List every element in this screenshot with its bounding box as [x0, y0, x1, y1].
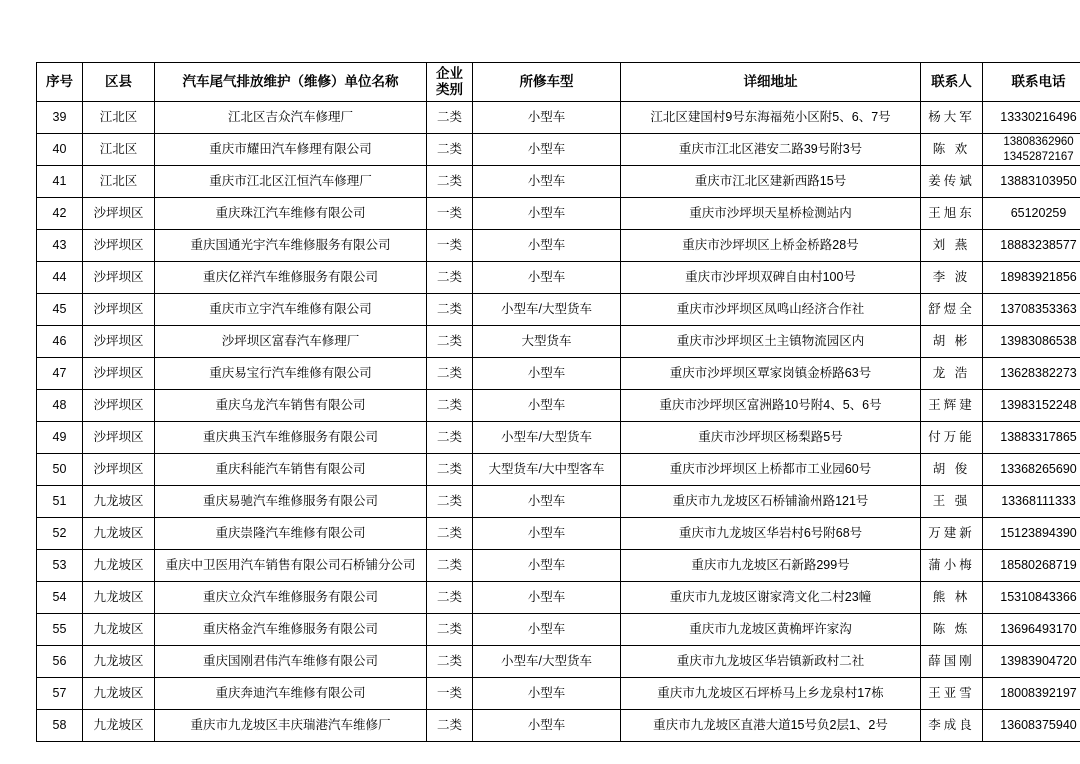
cell-address: 重庆市沙坪坝区覃家岗镇金桥路63号 [621, 358, 921, 390]
column-header-vehicle-type: 所修车型 [473, 63, 621, 102]
cell-category: 一类 [427, 230, 473, 262]
cell-district: 江北区 [83, 134, 155, 166]
cell-phone [983, 646, 1080, 678]
cell-phone [983, 326, 1080, 358]
phone-number: 65120259 [1010, 206, 1067, 221]
cell-category: 二类 [427, 454, 473, 486]
cell-contact: 王辉建 [921, 390, 983, 422]
cell-address: 重庆市沙坪坝区上桥都市工业园60号 [621, 454, 921, 486]
cell-phone [983, 454, 1080, 486]
cell-unit-name: 重庆立众汽车维修服务有限公司 [155, 582, 427, 614]
cell-category: 二类 [427, 390, 473, 422]
cell-category: 二类 [427, 422, 473, 454]
cell-address: 重庆市九龙坡区华岩镇新政村二社 [621, 646, 921, 678]
phone-number: 13628382273 [1000, 366, 1077, 381]
cell-address: 重庆市沙坪坝区杨梨路5号 [621, 422, 921, 454]
cell-vehicle-type: 小型车 [473, 486, 621, 518]
vehicle-emission-repair-units-table [36, 62, 1080, 742]
cell-phone [983, 294, 1080, 326]
cell-phone [983, 102, 1080, 134]
table-header [37, 63, 1080, 102]
cell-contact: 陈 欢 [921, 134, 983, 166]
cell-district: 沙坪坝区 [83, 198, 155, 230]
phone-number: 13983152248 [1000, 398, 1077, 413]
cell-no: 52 [37, 518, 83, 550]
cell-vehicle-type: 小型车 [473, 518, 621, 550]
phone-number: 13330216496 [1000, 110, 1077, 125]
cell-no: 58 [37, 710, 83, 742]
cell-no: 40 [37, 134, 83, 166]
table-row [37, 678, 1080, 710]
cell-vehicle-type: 小型车/大型货车 [473, 294, 621, 326]
cell-phone [983, 422, 1080, 454]
cell-unit-name: 重庆市耀田汽车修理有限公司 [155, 134, 427, 166]
cell-vehicle-type: 小型车 [473, 262, 621, 294]
cell-phone [983, 614, 1080, 646]
cell-contact: 王 强 [921, 486, 983, 518]
phone-number: 13452872167 [1003, 150, 1074, 163]
cell-district: 沙坪坝区 [83, 262, 155, 294]
cell-no: 51 [37, 486, 83, 518]
cell-category: 二类 [427, 326, 473, 358]
column-header-contact: 联系人 [921, 63, 983, 102]
cell-contact: 姜传斌 [921, 166, 983, 198]
cell-category: 二类 [427, 294, 473, 326]
cell-unit-name: 重庆市江北区江恒汽车修理厂 [155, 166, 427, 198]
cell-address: 重庆市九龙坡区石坪桥马上乡龙泉村17栋 [621, 678, 921, 710]
column-header-name: 汽车尾气排放维护（维修）单位名称 [155, 63, 427, 102]
phone-number: 18008392197 [1000, 686, 1077, 701]
table-row [37, 422, 1080, 454]
cell-no: 48 [37, 390, 83, 422]
cell-no: 39 [37, 102, 83, 134]
cell-category: 二类 [427, 710, 473, 742]
cell-district: 沙坪坝区 [83, 326, 155, 358]
cell-no: 50 [37, 454, 83, 486]
cell-contact: 王旭东 [921, 198, 983, 230]
cell-vehicle-type: 小型车 [473, 390, 621, 422]
table-row [37, 294, 1080, 326]
cell-district: 江北区 [83, 102, 155, 134]
phone-number: 13983904720 [1000, 654, 1077, 669]
table-row [37, 518, 1080, 550]
cell-vehicle-type: 小型车/大型货车 [473, 422, 621, 454]
table-row [37, 550, 1080, 582]
cell-vehicle-type: 小型车 [473, 230, 621, 262]
cell-unit-name: 重庆典玉汽车维修服务有限公司 [155, 422, 427, 454]
cell-category: 二类 [427, 550, 473, 582]
cell-district: 九龙坡区 [83, 614, 155, 646]
cell-contact: 蒲小梅 [921, 550, 983, 582]
cell-district: 沙坪坝区 [83, 230, 155, 262]
cell-district: 九龙坡区 [83, 710, 155, 742]
column-header-category-line2: 类别 [436, 82, 463, 97]
cell-contact: 陈 炼 [921, 614, 983, 646]
cell-category: 二类 [427, 102, 473, 134]
table-row [37, 390, 1080, 422]
cell-district: 九龙坡区 [83, 678, 155, 710]
cell-category: 二类 [427, 134, 473, 166]
cell-address: 重庆市沙坪坝区凤鸣山经济合作社 [621, 294, 921, 326]
cell-phone [983, 486, 1080, 518]
phone-number: 13708353363 [1000, 302, 1077, 317]
cell-vehicle-type: 小型车 [473, 710, 621, 742]
cell-contact: 李成良 [921, 710, 983, 742]
column-header-address: 详细地址 [621, 63, 921, 102]
column-header-no: 序号 [37, 63, 83, 102]
cell-unit-name: 重庆国通光宇汽车维修服务有限公司 [155, 230, 427, 262]
cell-address: 重庆市沙坪坝天星桥检测站内 [621, 198, 921, 230]
cell-contact: 舒煜全 [921, 294, 983, 326]
column-header-category [427, 63, 473, 102]
cell-unit-name: 重庆市立宇汽车维修有限公司 [155, 294, 427, 326]
phone-number: 13883103950 [1000, 174, 1077, 189]
cell-unit-name: 江北区吉众汽车修理厂 [155, 102, 427, 134]
column-header-category-line1: 企业 [436, 66, 463, 82]
cell-category: 二类 [427, 358, 473, 390]
cell-vehicle-type: 小型车 [473, 582, 621, 614]
cell-no: 56 [37, 646, 83, 678]
cell-category: 一类 [427, 678, 473, 710]
cell-category: 二类 [427, 518, 473, 550]
cell-no: 41 [37, 166, 83, 198]
cell-no: 49 [37, 422, 83, 454]
phone-number: 18580268719 [1000, 558, 1077, 573]
cell-vehicle-type: 小型车 [473, 614, 621, 646]
phone-number: 13608375940 [1000, 718, 1077, 733]
column-header-phone: 联系电话 [983, 63, 1080, 102]
cell-address: 重庆市江北区建新西路15号 [621, 166, 921, 198]
phone-number: 13808362960 [1003, 136, 1074, 149]
cell-no: 44 [37, 262, 83, 294]
cell-address: 重庆市九龙坡区谢家湾文化二村23幢 [621, 582, 921, 614]
cell-no: 45 [37, 294, 83, 326]
cell-address: 江北区建国村9号东海福苑小区附5、6、7号 [621, 102, 921, 134]
cell-unit-name: 重庆易宝行汽车维修有限公司 [155, 358, 427, 390]
table-row [37, 166, 1080, 198]
cell-no: 46 [37, 326, 83, 358]
cell-phone [983, 678, 1080, 710]
cell-category: 二类 [427, 646, 473, 678]
cell-unit-name: 重庆奔迪汽车维修有限公司 [155, 678, 427, 710]
cell-no: 43 [37, 230, 83, 262]
cell-no: 53 [37, 550, 83, 582]
cell-unit-name: 沙坪坝区富春汽车修理厂 [155, 326, 427, 358]
cell-contact: 胡 彬 [921, 326, 983, 358]
table-row [37, 646, 1080, 678]
cell-vehicle-type: 小型车 [473, 134, 621, 166]
table-row [37, 614, 1080, 646]
cell-address: 重庆市九龙坡区石桥铺渝州路121号 [621, 486, 921, 518]
cell-unit-name: 重庆中卫医用汽车销售有限公司石桥铺分公司 [155, 550, 427, 582]
cell-phone [983, 230, 1080, 262]
cell-phone [983, 550, 1080, 582]
cell-district: 九龙坡区 [83, 646, 155, 678]
phone-number: 18983921856 [1000, 270, 1077, 285]
cell-vehicle-type: 小型车 [473, 102, 621, 134]
cell-contact: 李 波 [921, 262, 983, 294]
cell-contact: 万建新 [921, 518, 983, 550]
cell-address: 重庆市沙坪坝区富洲路10号附4、5、6号 [621, 390, 921, 422]
cell-district: 沙坪坝区 [83, 390, 155, 422]
cell-phone [983, 134, 1080, 166]
phone-number: 15310843366 [1000, 590, 1077, 605]
cell-phone [983, 166, 1080, 198]
table-row [37, 358, 1080, 390]
cell-no: 57 [37, 678, 83, 710]
cell-contact: 龙 浩 [921, 358, 983, 390]
cell-contact: 熊 林 [921, 582, 983, 614]
cell-district: 江北区 [83, 166, 155, 198]
cell-phone [983, 358, 1080, 390]
cell-unit-name: 重庆国刚君伟汽车维修有限公司 [155, 646, 427, 678]
table-row [37, 262, 1080, 294]
table-row [37, 134, 1080, 166]
cell-category: 二类 [427, 614, 473, 646]
table-row [37, 486, 1080, 518]
cell-unit-name: 重庆珠江汽车维修有限公司 [155, 198, 427, 230]
cell-district: 九龙坡区 [83, 582, 155, 614]
cell-unit-name: 重庆市九龙坡区丰庆瑞港汽车维修厂 [155, 710, 427, 742]
table-row [37, 198, 1080, 230]
cell-address: 重庆市江北区港安二路39号附3号 [621, 134, 921, 166]
table-row [37, 710, 1080, 742]
phone-number: 13368111333 [1001, 494, 1076, 509]
cell-district: 沙坪坝区 [83, 358, 155, 390]
cell-contact: 付万能 [921, 422, 983, 454]
table-body [37, 102, 1080, 742]
cell-vehicle-type: 小型车 [473, 166, 621, 198]
cell-category: 二类 [427, 582, 473, 614]
cell-category: 二类 [427, 166, 473, 198]
table-row [37, 326, 1080, 358]
cell-contact: 刘 燕 [921, 230, 983, 262]
cell-vehicle-type: 小型车 [473, 198, 621, 230]
cell-unit-name: 重庆科能汽车销售有限公司 [155, 454, 427, 486]
cell-address: 重庆市九龙坡区直港大道15号负2层1、2号 [621, 710, 921, 742]
cell-address: 重庆市沙坪坝双碑自由村100号 [621, 262, 921, 294]
cell-no: 55 [37, 614, 83, 646]
cell-unit-name: 重庆亿祥汽车维修服务有限公司 [155, 262, 427, 294]
cell-phone [983, 518, 1080, 550]
phone-number: 18883238577 [1000, 238, 1077, 253]
phone-number: 13883317865 [1000, 430, 1077, 445]
cell-vehicle-type: 小型车 [473, 550, 621, 582]
cell-contact: 薛国刚 [921, 646, 983, 678]
cell-vehicle-type: 小型车 [473, 358, 621, 390]
cell-no: 47 [37, 358, 83, 390]
cell-vehicle-type: 大型货车/大中型客车 [473, 454, 621, 486]
cell-address: 重庆市沙坪坝区上桥金桥路28号 [621, 230, 921, 262]
cell-vehicle-type: 小型车/大型货车 [473, 646, 621, 678]
phone-number: 13696493170 [1000, 622, 1077, 637]
cell-phone [983, 262, 1080, 294]
table-row [37, 582, 1080, 614]
phone-number: 13983086538 [1000, 334, 1077, 349]
cell-district: 沙坪坝区 [83, 294, 155, 326]
cell-vehicle-type: 小型车 [473, 678, 621, 710]
cell-district: 九龙坡区 [83, 550, 155, 582]
cell-district: 沙坪坝区 [83, 454, 155, 486]
column-header-district: 区县 [83, 63, 155, 102]
table-row [37, 230, 1080, 262]
cell-category: 一类 [427, 198, 473, 230]
cell-contact: 杨大军 [921, 102, 983, 134]
cell-unit-name: 重庆易驰汽车维修服务有限公司 [155, 486, 427, 518]
cell-unit-name: 重庆格金汽车维修服务有限公司 [155, 614, 427, 646]
cell-category: 二类 [427, 486, 473, 518]
table-row [37, 454, 1080, 486]
cell-address: 重庆市九龙坡区华岩村6号附68号 [621, 518, 921, 550]
cell-phone [983, 582, 1080, 614]
cell-vehicle-type: 大型货车 [473, 326, 621, 358]
cell-district: 九龙坡区 [83, 486, 155, 518]
table-row [37, 102, 1080, 134]
cell-district: 沙坪坝区 [83, 422, 155, 454]
phone-number: 15123894390 [1000, 526, 1077, 541]
cell-unit-name: 重庆崇隆汽车维修有限公司 [155, 518, 427, 550]
cell-address: 重庆市九龙坡区黄桷坪许家沟 [621, 614, 921, 646]
cell-address: 重庆市九龙坡区石新路299号 [621, 550, 921, 582]
cell-phone [983, 198, 1080, 230]
cell-address: 重庆市沙坪坝区土主镇物流园区内 [621, 326, 921, 358]
cell-district: 九龙坡区 [83, 518, 155, 550]
cell-phone [983, 390, 1080, 422]
cell-no: 42 [37, 198, 83, 230]
cell-category: 二类 [427, 262, 473, 294]
cell-contact: 胡 俊 [921, 454, 983, 486]
table-header-row [37, 63, 1080, 102]
cell-no: 54 [37, 582, 83, 614]
cell-contact: 王亚雪 [921, 678, 983, 710]
cell-unit-name: 重庆乌龙汽车销售有限公司 [155, 390, 427, 422]
phone-number: 13368265690 [1000, 462, 1077, 477]
cell-phone [983, 710, 1080, 742]
